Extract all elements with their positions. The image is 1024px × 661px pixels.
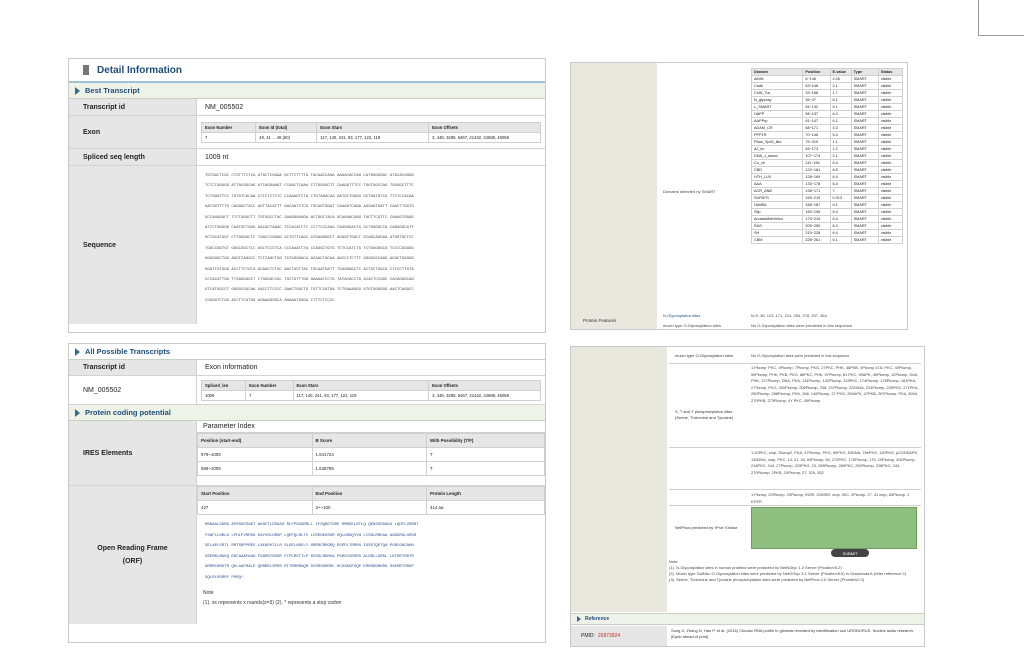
- table-cell: 4.06: [830, 76, 851, 83]
- ires-cell: T: [427, 448, 545, 462]
- table-cell: visible: [878, 104, 902, 111]
- best-transcript-section[interactable]: [69, 83, 545, 99]
- table-cell: 153~219: [803, 195, 830, 202]
- phospho-text-3: 1.Pkcmp, 20Pkcmp, 20Pkcmp, INSR, 20INSR, cmp, 90C, 2Pkcmp, 27, 41 cmp, 83Pkcmp, 1 EGFR: [751, 492, 910, 504]
- domains-table-wrap: [751, 68, 903, 244]
- exon-header: Exon Number: [202, 122, 256, 132]
- table-cell: 133~178: [803, 181, 830, 188]
- table-row: [752, 167, 903, 174]
- table-cell: 160~196: [803, 209, 830, 216]
- tx-cell: 117, 140, 241, 93, 177, 122, 119: [293, 390, 429, 400]
- table-row: [752, 146, 903, 153]
- tx-header: Exon Number: [246, 380, 293, 390]
- table-cell: SMART: [851, 202, 878, 209]
- netphos-label: NetPhos predicted by 'iProt' Kinase: [675, 525, 738, 530]
- ires-cell: T: [427, 462, 545, 476]
- table-cell: 6.4: [830, 223, 851, 230]
- mucin-label: mucin type O-Glycosylation sites: [675, 353, 734, 358]
- table-cell: 1.1: [830, 139, 851, 146]
- table-cell: visible: [878, 223, 902, 230]
- table-cell: AMIN: [752, 76, 803, 83]
- sequence-line: GCTGCATGGT CTTGGGGCTC TGGCCCGGAG GCTGTTCAGC ATGAGGGGCT GGGGCTGGCT GCAGCAGGGA GTGGTGCTCC: [205, 236, 414, 241]
- table-cell: AAA: [752, 181, 803, 188]
- orf-header: Protein Length: [427, 487, 545, 501]
- sequence-line: GGGTTGTGGG ACCTTCTGTA ACAACTCTGC AACTGCTTAC TGCAATGATT TGGGGAGCTC ACTGCTGGCG CTCCCTTGTA: [205, 267, 414, 272]
- table-row: [752, 132, 903, 139]
- ires-content: [197, 421, 545, 485]
- table-cell: AJ_lin: [752, 146, 803, 153]
- table-row: [752, 188, 903, 195]
- table-cell: 1.7: [830, 90, 851, 97]
- table-cell: 158~187: [803, 202, 830, 209]
- transcript-id-value: NM_005502: [205, 103, 244, 111]
- table-cell: visible: [878, 237, 902, 244]
- table-cell: SMART: [851, 223, 878, 230]
- table-row: [752, 97, 903, 104]
- table-cell: 6.4: [830, 111, 851, 118]
- table-row: [752, 125, 903, 132]
- ires-header: Position (start-end): [198, 434, 313, 448]
- table-cell: AAPPrp: [752, 118, 803, 125]
- table-row: [752, 139, 903, 146]
- table-cell: 6.4: [830, 160, 851, 167]
- table-row: [752, 195, 903, 202]
- table-cell: SMART: [851, 146, 878, 153]
- table-row: [752, 104, 903, 111]
- bar-icon: [83, 65, 89, 75]
- table-cell: SMART: [851, 188, 878, 195]
- table-cell: visible: [878, 195, 902, 202]
- table-cell: visible: [878, 188, 902, 195]
- table-cell: visible: [878, 146, 902, 153]
- table-cell: SMART: [851, 230, 878, 237]
- ires-cell: 979~1009: [198, 448, 313, 462]
- table-cell: CBD: [752, 167, 803, 174]
- triangle-right-icon: [75, 348, 80, 356]
- pmid-link[interactable]: 26873924: [597, 633, 621, 639]
- exon-header: Exon Stars: [317, 122, 429, 132]
- orf-sequence-line: GRRRCHRKTR QELAAPRALE QRRRELSPRS RTTRRRRGQR DCRRSSRRRL RCSSKGFSQP ERRGRGRKRG SSERRTSRGP: [205, 565, 414, 569]
- table-cell: 6.4: [830, 181, 851, 188]
- reference-citation: Song X, Zhang N, Han P, et al. (2016) Circular RNA profile in gliomas revealed by identification tool UROBORUS. Nucleic acids research. [Epub ahead of print]: [671, 628, 914, 639]
- table-cell: SMART: [851, 195, 878, 202]
- sequence-row: [69, 166, 545, 324]
- table-cell: 6.1: [830, 237, 851, 244]
- table-row: [752, 202, 903, 209]
- protein-coding-label: Protein coding potential: [85, 408, 171, 417]
- ires-header: With Possibility (T/F): [427, 434, 545, 448]
- exon-cell: 7: [202, 132, 256, 142]
- table-cell: ACR_ANB: [752, 188, 803, 195]
- table-row: [752, 223, 903, 230]
- exon-row: [69, 116, 545, 149]
- table-row: [752, 160, 903, 167]
- triangle-right-icon: [577, 616, 581, 622]
- table-cell: SH: [752, 230, 803, 237]
- ires-table: [197, 433, 545, 476]
- orf-content: [197, 486, 545, 624]
- exon-header: Exon Offsets: [429, 122, 541, 132]
- table-cell: visible: [878, 167, 902, 174]
- table-cell: HAMBL: [752, 202, 803, 209]
- domains-header-row: [752, 69, 903, 76]
- orf-row: [69, 486, 545, 624]
- sequence-line: CCCACATTGG TTGGGGGGCT CTGGGGCCGC TGCTGTTTGG GAAAATCCTG TATACACCTG ACACTCCGGC CACAGGGCAG: [205, 278, 414, 283]
- table-cell: SMART: [851, 209, 878, 216]
- table-row: [752, 90, 903, 97]
- protein-features-panel: [570, 346, 925, 647]
- table-cell: 6.4: [830, 209, 851, 216]
- table-cell: 33~168: [803, 90, 830, 97]
- table-cell: DNA_J_assoc: [752, 153, 803, 160]
- table-cell: SUPATR: [752, 195, 803, 202]
- sequence-label: Sequence: [69, 166, 197, 324]
- table-cell: SMART: [851, 237, 878, 244]
- tx-values-row: [69, 376, 545, 405]
- table-cell: SMART: [851, 97, 878, 104]
- orf-cell: 3+~100: [312, 501, 427, 515]
- table-cell: visible: [878, 160, 902, 167]
- exon-cell: 3, 448, 3288, 6467, 21442, 24688, 46058: [429, 132, 541, 142]
- corner-frame: [978, 0, 1024, 36]
- pmid-label: PMID:: [581, 633, 595, 639]
- table-cell: visible: [878, 216, 902, 223]
- table-cell: visible: [878, 97, 902, 104]
- table-cell: 107~174: [803, 153, 830, 160]
- parameter-index-label: Parameter Index: [197, 421, 545, 433]
- nglyco-value: N-S: 36, 123, 171, 214, 264, 278, 337, 364: [751, 313, 827, 318]
- table-cell: SMART: [851, 76, 878, 83]
- orf-sequence: [197, 515, 545, 588]
- table-cell: visible: [878, 76, 902, 83]
- table-cell: 7: [830, 188, 851, 195]
- orf-label-abbrev: (ORF): [122, 558, 143, 565]
- sequence-line: TGGCCGGTGT GGGCGGCTCC AGCTCCCTCA CCCAAATCTA CCAGGCTGTG TCTCCATCTG TCTGGGGGCA TCCCCGGGGG: [205, 246, 414, 251]
- orf-label: Open Reading Frame: [97, 545, 168, 552]
- note-line: (2). Mucin type GalNAc O-Glycosylation sites were predicted by NetOGlyc 3.1 Server (Prosite/v5.0) in Oussamaa A (refer reference 2): [669, 571, 906, 576]
- tx-header: Spliced_len: [202, 380, 246, 390]
- table-cell: 6.1: [830, 97, 851, 104]
- divider: [669, 363, 921, 364]
- notes-title: Note: [669, 559, 678, 564]
- orf-sequence-line: MSNAALGDRG APRSGFDAKT AKGFTLDDGAS RLFPGGGRRLL IFSQRDTGRE RMRGELRTLQ QEKSSSSAEA LQDFLVDRNT: [205, 523, 419, 527]
- table-cell: 128~169: [803, 174, 830, 181]
- domains-header: Domain: [752, 69, 803, 76]
- table-cell: 79~219: [803, 139, 830, 146]
- exon-table-cell: [197, 116, 545, 148]
- sequence-line: GTCATGGCCT GGGGCGGCAA GACCTTCCCC GAACTGGCTG TGTTCCATGA TCTGGAAGGG GTGTGGGGGG AACTCAGGCC: [205, 288, 414, 293]
- ires-row: [69, 421, 545, 486]
- table-cell: 2.1: [830, 153, 851, 160]
- table-row: [752, 76, 903, 83]
- domains-panel: [570, 62, 908, 330]
- table-row: [752, 153, 903, 160]
- ires-cell: 959~1009: [198, 462, 313, 476]
- sequence-line: ATCCTGGGGG CAATGCTGGG AACACTAAAC TCCACATCTC CCTTCCCAAG CAGGGGACTG GCTGGGGCCA CAGGGGCATT: [205, 226, 414, 231]
- table-row: [752, 83, 903, 90]
- table-cell: 6.1: [830, 202, 851, 209]
- orf-header: End Position: [312, 487, 427, 501]
- table-row: [752, 209, 903, 216]
- table-row: [752, 118, 903, 125]
- table-cell: PPP1R: [752, 132, 803, 139]
- sequence-line: GCCAGGGGCT TTCTGGGCTT TGTGGCCTAC GAGGGGGAGA ACTGGCTACA GCAGGACGAG TACTTCGTTC CAAGGTGGAG: [205, 215, 414, 220]
- detail-information-header: [69, 59, 545, 83]
- spliced-length-value: 1009 nt: [205, 153, 229, 161]
- table-cell: 1.2: [830, 146, 851, 153]
- domains-header: Type: [851, 69, 878, 76]
- table-cell: visible: [878, 132, 902, 139]
- ires-label: IRES Elements: [69, 421, 197, 485]
- table-cell: 61~147: [803, 118, 830, 125]
- exon-cell: 40, 41 ... 46 (60): [256, 132, 317, 142]
- table-cell: CBM: [752, 237, 803, 244]
- table-cell: visible: [878, 118, 902, 125]
- tx-header: Exon Offsets: [429, 380, 541, 390]
- table-cell: SMART: [851, 139, 878, 146]
- table-cell: 6.1: [830, 118, 851, 125]
- table-cell: SMART: [851, 216, 878, 223]
- orf-sequence-line: SELAPLSRTL RRTSRPPREE LAEAPKTLLR SLGELHGELY GRRRCRRGRQ EGPPLTRRRG IGSSTQETQA PGRCGKCAHH: [205, 544, 414, 548]
- table-cell: 6~146: [803, 76, 830, 83]
- all-transcripts-section[interactable]: [69, 344, 545, 360]
- sequence-text: [197, 166, 422, 324]
- divider: [669, 489, 921, 490]
- table-row: [752, 230, 903, 237]
- mucin-value: No O-Glycosylation sites were predicted in this sequence: [751, 323, 853, 328]
- table-cell: 54~132: [803, 104, 830, 111]
- table-cell: SMART: [851, 104, 878, 111]
- table-cell: ArcadaMetHelico: [752, 216, 803, 223]
- orf-sequence-line: FSAFLLNRLG LPHLFVRRDG DAYVSLHRGP LQEFQLRLTV LCRDGEKSDR DQLGRGQYVH LCSGLRREAA AGGDRGLSRGR: [205, 533, 417, 538]
- transcript-id-label: Transcript id: [69, 99, 197, 115]
- table-cell: visible: [878, 230, 902, 237]
- table-cell: 4.3: [830, 125, 851, 132]
- orf-cell: 414 aa: [427, 501, 545, 515]
- exon-information-label: Exon information: [205, 364, 258, 371]
- table-cell: visible: [878, 202, 902, 209]
- table-cell: 6.5: [830, 167, 851, 174]
- table-cell: 6.4: [830, 216, 851, 223]
- spliced-length-label: Spliced seq length: [69, 149, 197, 165]
- exon-cell: 117, 140, 241, 93, 177, 122, 119: [317, 132, 429, 142]
- sequence-line: GGGGGGCTGG AGGTCAGGCC TCTCAGCTGG TATGGGGACA ACAACTACAA AGCCCTCTTT GGGGCGCAGG ACACTGGGGG: [205, 257, 414, 262]
- submit-button[interactable]: SUBMIT: [831, 549, 869, 557]
- orf-sequence-line: SSERKLMAKQ ENCGAAFKAG FGDRGTRSSR ETPCRSTTLP RCRDLRKRKA PGRGCSRSRS ALGRLLGRSL LKTRRTRRTR: [205, 554, 414, 559]
- table-cell: visible: [878, 139, 902, 146]
- pmid-cell: [571, 626, 667, 646]
- transcript-id-row: [69, 99, 545, 116]
- phospho-text-2: 1.20PKC, cmp, 25cmp2, PKA, 47Pkcmp, PKG, 80PKG, 83DNA, 78ePKG, 130PKG, pCDNSAPK, 138DNA, cmp, PKC, 14, 21, 34, 63Pkcmp, 64, 270PKC, 176Pkcmp, 179, 10Pkcmp, 204Pkcmp, 216PKC, 244, 27Pkcmp, 229PKG, 23, 265Pkcmp, 269PKC, 250Pkcmp, 228PKG, 244, 270Pkcmp, 2PKB, 33Pkcmp, 27, 329, 352: [751, 450, 919, 475]
- table-cell: SMART: [851, 167, 878, 174]
- table-cell: 83~173: [803, 146, 830, 153]
- sequence-line: TGTGGCTCGC CTGTTTCTCA ATGCTCGGAA GCTTCTTTTA TACAACCAGA AAGACACCAG CATGGGGGGC ATGCACGGGG: [205, 174, 414, 178]
- table-cell: SMART: [851, 181, 878, 188]
- divider: [669, 447, 921, 448]
- mucin-value: No O-Glycosylation sites were predicted in this sequence: [751, 353, 850, 358]
- domains-header: Position: [803, 69, 830, 76]
- orf-note-title: Note: [203, 590, 214, 596]
- triangle-right-icon: [75, 409, 80, 417]
- reference-label: Reference: [585, 616, 610, 622]
- table-cell: HAPP: [752, 111, 803, 118]
- orf-note-line: (1). xx represents x rounds(x=3) (2). * represents a stop codon: [203, 600, 342, 606]
- sequence-line: CGGGGTCTGG ACCTTCATGG AGAAGGGGCA AGAAATGGGA CTTTCTCCCC: [205, 298, 335, 303]
- reference-section[interactable]: [571, 613, 924, 625]
- table-cell: 2.1: [830, 83, 851, 90]
- table-cell: SMART: [851, 125, 878, 132]
- orf-label-cell: [69, 486, 197, 624]
- tx-cell: 7: [246, 390, 293, 400]
- note-line: (1). N-Glycosylation sites in human proteins were predicted by NetNGlyc 1.0 Server (Prosite/v5.2): [669, 565, 842, 570]
- protein-coding-section[interactable]: [69, 405, 545, 421]
- table-cell: visible: [878, 90, 902, 97]
- table-cell: N_glycosy: [752, 97, 803, 104]
- table-cell: ADAM_CR: [752, 125, 803, 132]
- table-cell: 215~228: [803, 230, 830, 237]
- table-cell: SMART: [851, 90, 878, 97]
- table-cell: 205~250: [803, 223, 830, 230]
- table-cell: 111~154: [803, 160, 830, 167]
- orf-cell: 427: [198, 501, 313, 515]
- tx-cell: 1009: [202, 390, 246, 400]
- table-cell: visible: [878, 181, 902, 188]
- table-cell: 123~181: [803, 167, 830, 174]
- ires-cell: 1.638785: [312, 462, 427, 476]
- orf-header: Start Position: [198, 487, 313, 501]
- domains-header: Status: [878, 69, 902, 76]
- table-cell: 58~137: [803, 111, 830, 118]
- tx-transcript-value: NM_005502: [69, 376, 197, 404]
- table-cell: 6.4: [830, 230, 851, 237]
- note-line: (3). Serine, Threonine and Tyrosine phosphorylation sites were predicted by NetPhos 2.0 Server (Prosite/v2.0): [669, 577, 865, 582]
- protein-features-label: Protein Features: [583, 318, 617, 323]
- exon-header: Exon Id (total): [256, 122, 317, 132]
- tx-header: Exon Stars: [293, 380, 429, 390]
- table-cell: Stip: [752, 209, 803, 216]
- ires-cell: 1.641724: [312, 448, 427, 462]
- detail-information-panel: [68, 58, 546, 333]
- table-cell: SMART: [851, 132, 878, 139]
- orf-sequence-line: SQLRLRSRRF PRRQ*: [205, 575, 244, 580]
- table-cell: SMART: [851, 160, 878, 167]
- table-cell: 6.1: [830, 104, 851, 111]
- triangle-right-icon: [75, 87, 80, 95]
- phospho-label: S, T and Y phosphorylation sites (Serine, Threonine and Tyrosine): [675, 409, 734, 420]
- tx-table-cell: [197, 376, 545, 404]
- table-cell: 70~146: [803, 132, 830, 139]
- exon-table: [201, 122, 541, 143]
- table-cell: Cadh: [752, 83, 803, 90]
- table-cell: 228~261: [803, 237, 830, 244]
- table-row: [752, 111, 903, 118]
- domains-header: E-value: [830, 69, 851, 76]
- all-transcripts-panel: [68, 343, 546, 643]
- tx-cell: 3, 448, 3288, 6467, 21442, 24688, 46058: [429, 390, 541, 400]
- detail-information-title: Detail Information: [97, 64, 183, 76]
- table-cell: visible: [878, 153, 902, 160]
- table-row: [752, 181, 903, 188]
- tx-transcript-label: Transcript id: [69, 360, 197, 375]
- sequence-line: GATGGTTTTG CAGGGCTACC AGTTACATTT GACAATCTCG TGCAGTGGAT CAAGATCAGA AGGGATGATT CAACTTGGTG: [205, 205, 414, 210]
- exon-label: Exon: [69, 116, 197, 148]
- table-cell: HTH_LUX: [752, 174, 803, 181]
- notes-block: [669, 559, 919, 583]
- table-cell: SMART: [851, 111, 878, 118]
- table-cell: 5.4: [830, 132, 851, 139]
- table-cell: SMART: [851, 174, 878, 181]
- table-cell: ChW_Tox: [752, 90, 803, 97]
- features-left-column: [571, 347, 667, 612]
- table-cell: Cu_ch: [752, 160, 803, 167]
- table-cell: 63~148: [803, 83, 830, 90]
- best-transcript-label: Best Transcript: [85, 86, 140, 95]
- table-row: [752, 216, 903, 223]
- mucin-label: mucin type O-Glycosylation sites: [663, 323, 722, 328]
- all-transcripts-label: All Possible Transcripts: [85, 347, 171, 356]
- table-row: [752, 237, 903, 244]
- table-cell: RAS: [752, 223, 803, 230]
- table-cell: 0.013: [830, 195, 851, 202]
- table-cell: 173~219: [803, 216, 830, 223]
- ires-header: B Score: [312, 434, 427, 448]
- table-cell: Pfam_SprD_like: [752, 139, 803, 146]
- table-cell: visible: [878, 209, 902, 216]
- table-cell: visible: [878, 111, 902, 118]
- sequence-line: TCTCTGGGGG ATTACGGCAG ATCAGGAAGT CCAACTCAAA CTTGGGGCTT CAAGATTTCC TGGTGGCCAG TGGGGCTTTC: [205, 184, 414, 189]
- domains-smart-label: Domains detected by SMART: [663, 189, 716, 194]
- sequence-line: TCTGGGTTCC TGTATCACAA CCTCTCTCTC CCAAAGTCTA CTGTAGACAA GATGCTGGGG GCTGATGTCA TTCTCCACAA: [205, 194, 414, 199]
- table-cell: visible: [878, 83, 902, 90]
- domains-table: [751, 68, 903, 244]
- table-cell: 6.4: [830, 174, 851, 181]
- table-cell: 68~171: [803, 125, 830, 132]
- nglyco-label: N-Glycosylation sites: [663, 313, 701, 318]
- tx-header-row: [69, 360, 545, 376]
- netphos-image: [751, 507, 917, 549]
- table-cell: SMART: [851, 83, 878, 90]
- table-cell: SMART: [851, 118, 878, 125]
- domains-left-column: [571, 63, 657, 329]
- orf-table: [197, 486, 545, 515]
- divider: [669, 505, 921, 506]
- spliced-length-row: [69, 149, 545, 166]
- table-cell: visible: [878, 125, 902, 132]
- tx-table: [201, 380, 541, 401]
- table-cell: 138~171: [803, 188, 830, 195]
- table-cell: SMART: [851, 153, 878, 160]
- table-cell: L_SMART: [752, 104, 803, 111]
- table-cell: 36~47: [803, 97, 830, 104]
- phospho-text-1: 1.Pkcmp: PKC, 4Pkcmp, 7Pkcmp, PKG, 27PKC, PHK, 46PKB, 4Pkcmp 47A: PKC, 40Pkcmp, 59Pkcmp, PHK, PKB, PKG, 86PKC, PHK, 97Pkcmp, 81 PKC, 99APK, 40Pkcmp, 12Pkcmp, DnA, PHK, 127Pkcmp, DNA, PKA, 131Pkcmp, 132Pkcmp, 133PKC, 174Pkcmp, 178Pkcmp, 181PKA, 2 Pkcmp, PKG, 200Pkcmp, 206Pkcmp, 208, 207Pkcmp, 222DNA, 224Pkcmp, 230PKG, 271PKA, 250Pkcmp, 268Pkcmp, PHK, 266, 140Pkcmp, 27 PKG, 259APK, 47PKB, 267Pkcmp, PKA, 8004, 270PKB, 273Pkcmp, 4Y PKC, 39Pkcmp: [751, 365, 919, 403]
- table-cell: visible: [878, 174, 902, 181]
- table-row: [752, 174, 903, 181]
